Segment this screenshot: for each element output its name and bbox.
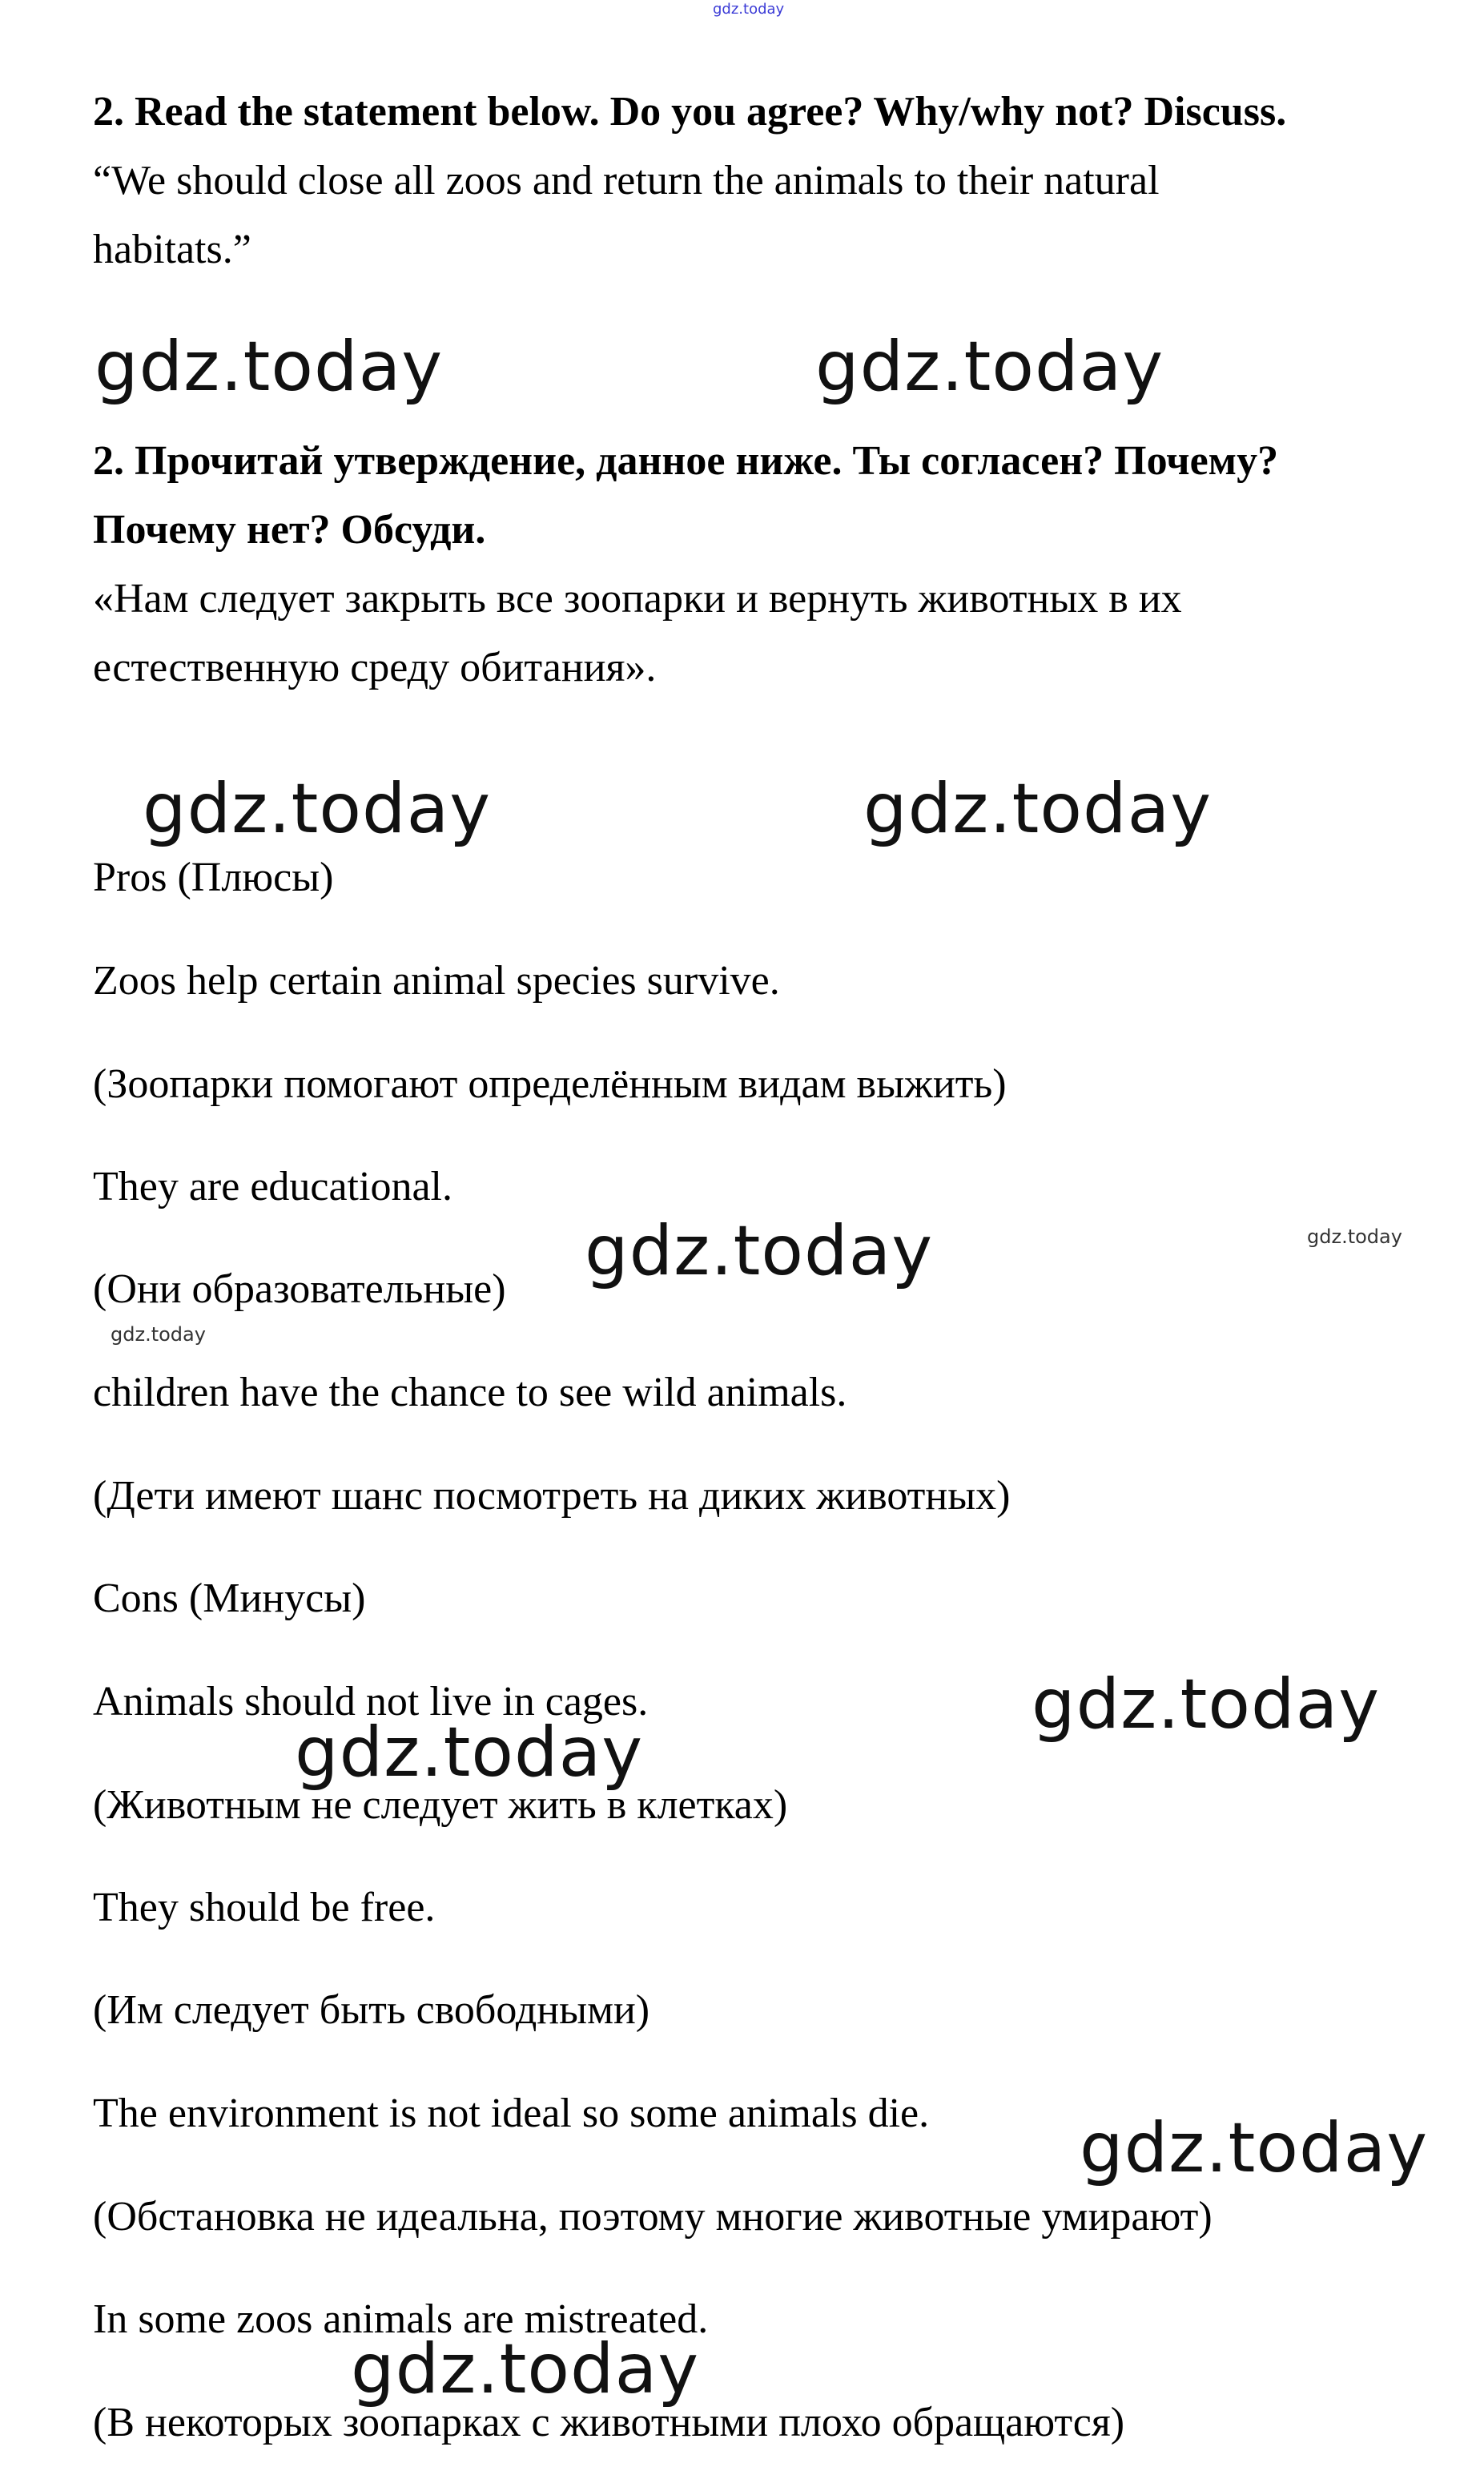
cons-item: The environment is not ideal so some animals die.	[93, 2091, 930, 2136]
watermark-small: gdz.today	[1307, 1225, 1402, 1248]
watermark-small: gdz.today	[111, 1323, 206, 1346]
task-heading-ru-line1: 2. Прочитай утверждение, данное ниже. Ты согласен? Почему?	[93, 438, 1279, 484]
watermark: gdz.today	[95, 327, 444, 407]
pros-item: children have the chance to see wild animals.	[93, 1370, 847, 1415]
watermark: gdz.today	[143, 769, 492, 849]
task-heading-ru-line2: Почему нет? Обсуди.	[93, 507, 486, 553]
task-quote-ru-line2: естественную среду обитания».	[93, 645, 657, 690]
watermark: gdz.today	[1032, 1664, 1381, 1745]
watermark: gdz.today	[351, 2329, 700, 2409]
pros-item: Zoos help certain animal species survive.	[93, 958, 780, 1004]
pros-item: They are educational.	[93, 1164, 452, 1209]
pros-item: (Дети имеют шанс посмотреть на диких животных)	[93, 1473, 1011, 1519]
pros-title: Pros (Плюсы)	[93, 855, 334, 900]
watermark: gdz.today	[295, 1712, 644, 1793]
watermark: gdz.today	[815, 327, 1164, 407]
watermark: gdz.today	[863, 769, 1213, 849]
cons-title: Cons (Минусы)	[93, 1576, 366, 1621]
task-quote-en-line2: habitats.”	[93, 227, 251, 272]
header-watermark: gdz.today	[713, 1, 785, 18]
watermark: gdz.today	[1080, 2108, 1429, 2188]
task-quote-en-line1: “We should close all zoos and return the animals to their natural	[93, 158, 1160, 203]
cons-item: Animals should not live in cages.	[93, 1679, 649, 1724]
task-heading-en: 2. Read the statement below. Do you agree? Why/why not? Discuss.	[93, 89, 1287, 135]
pros-item: (Они образовательные)	[93, 1266, 506, 1312]
pros-item: (Зоопарки помогают определённым видам выжить)	[93, 1061, 1007, 1107]
cons-item: (Животным не следует жить в клетках)	[93, 1782, 788, 1828]
cons-item: (Обстановка не идеальна, поэтому многие животные умирают)	[93, 2194, 1213, 2240]
watermark: gdz.today	[585, 1211, 934, 1291]
task-quote-ru-line1: «Нам следует закрыть все зоопарки и вернуть животных в их	[93, 576, 1182, 622]
cons-item: (В некоторых зоопарках с животными плохо обращаются)	[93, 2400, 1125, 2445]
cons-item: They should be free.	[93, 1885, 436, 1930]
cons-item: In some zoos animals are mistreated.	[93, 2296, 709, 2342]
cons-item: (Им следует быть свободными)	[93, 1987, 650, 2033]
